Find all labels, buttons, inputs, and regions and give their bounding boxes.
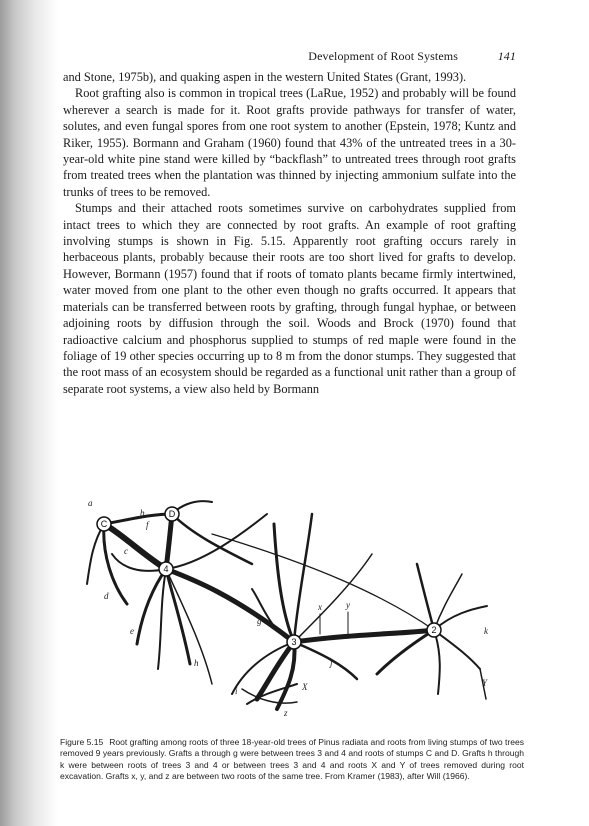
caption-text: Root grafting among roots of three 18-year-old trees of Pinus radiata and roots from living stumps of two trees removed 9 years previously. Grafts a through g were between trees 3 and 4 and roots of stumps C and D. Grafts h through k were between roots of trees 3 and 4 or between trees 3 and 4 and roots X and Y of trees removed during root excavation. Grafts x, y, and z are between two roots of the same tree. From Kramer (1983), after Will (1966). [60,737,524,782]
graft-f-label: f [146,520,149,530]
graft-b-label: b [140,508,145,518]
tree-3-label: 3 [291,637,297,647]
paragraph-1: and Stone, 1975b), and quaking aspen in the western United States (Grant, 1993). [63,70,467,84]
running-header [60,49,516,65]
graft-a-label: a [88,498,93,508]
figure-label: Figure 5.15 [60,737,104,747]
paragraph-2: Root grafting also is common in tropical trees (LaRue, 1952) and probably will be found wherever a search is made for it. Root grafts provide pathways for transfer of water, solutes, and even fungal spores from one root system to another (Epstein, 1978; Kuntz and Riker, 1955). Bormann and Graham (1960) found that 43% of the untreated trees in a 30-year-old white pine stand were killed by “backflash” to untreated trees through root grafts from treated trees when the plantation was thinned by injecting ammonium sulfate into the trunks of trees to be removed. [63,86,516,199]
paragraph-3: Stumps and their attached roots sometimes survive on carbohydrates supplied from intact trees to which they are connected by root grafts. An example of root grafting involving stumps is shown in Fig. 5.15. Apparently root grafting occurs rarely in herbaceous plants, probably because their roots are too short lived for grafts to develop. However, Bormann (1957) found that if roots of tomato plants became firmly intertwined, water moved from one plant to the other even though no grafts occurred. It appears that materials can be transferred between roots by grafting, through fungal hyphae, or between adjoining roots by diffusion through the soil. Woods and Brock (1970) found that radioactive calcium and phosphorus supplied to stumps of red maple were found in the foliage of 19 other species occurring up to 8 m from the donor stumps. They suggested that the root mass of an ecosystem should be regarded as a functional unit rather than a group of separate root systems, a view also held by Bormann [63,201,516,396]
scan-shadow [0,0,58,826]
root-x-label: X [302,682,308,692]
graft-h-label: h [194,658,199,668]
tree-4-label: 4 [163,564,169,574]
graft-i-label: i [235,686,238,696]
running-title: Development of Root Systems [308,49,458,63]
graft-k-label: k [484,626,488,636]
page-number: 141 [497,49,516,63]
root-y-label: Y [482,678,488,688]
graft-d-label: d [104,591,109,601]
root-graft-drawing [82,494,502,724]
graft-j-label: j [330,658,333,668]
graft-e-label: e [130,626,134,636]
stump-c-label: C [100,519,108,529]
graft-x-label: x [318,602,322,612]
figure-caption [60,737,524,783]
graft-z-label: z [284,708,288,718]
graft-y-label: y [346,600,350,610]
tree-nodes [97,507,441,649]
tree-2-label: 2 [431,625,437,635]
body-text [63,69,516,397]
stump-d-label: D [168,509,176,519]
graft-c-label: c [124,546,128,556]
graft-g-label: g [257,616,262,626]
root-graft-figure [82,494,502,724]
root-lines [87,501,487,709]
